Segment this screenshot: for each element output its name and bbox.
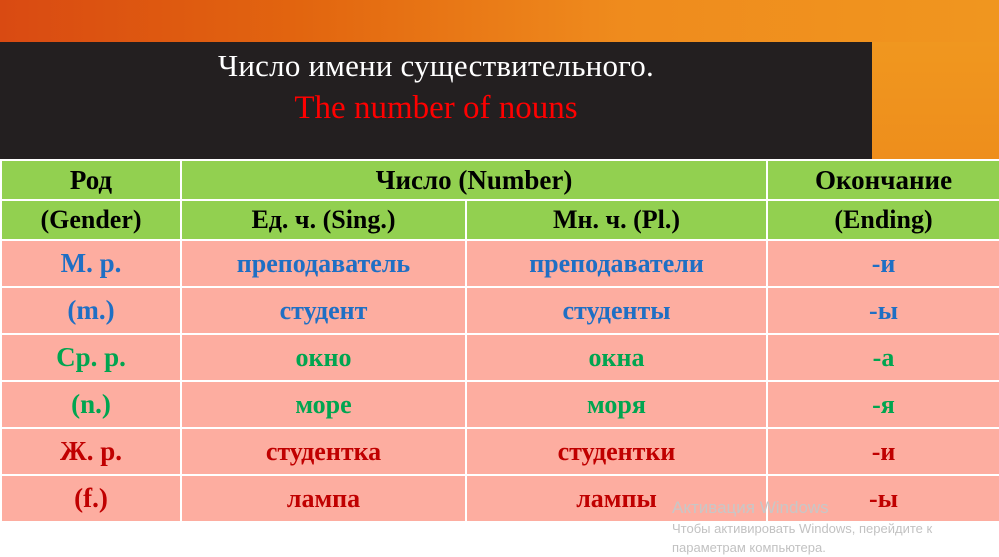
column-header-ending: Окончание <box>767 160 999 200</box>
cell-plural: студенты <box>466 287 767 334</box>
watermark-line-1: Чтобы активировать Windows, перейдите к <box>672 521 933 536</box>
cell-plural: лампы <box>466 475 767 522</box>
cell-plural: преподаватели <box>466 240 767 287</box>
table-row <box>1 334 999 381</box>
cell-singular: лампа <box>181 475 466 522</box>
watermark-line-2: параметрам компьютера. <box>672 540 826 555</box>
cell-singular: окно <box>181 334 466 381</box>
cell-gender: Ж. р. <box>1 428 181 475</box>
top-decorative-band <box>0 0 999 42</box>
page-title-ru: Число имени существительного. <box>218 48 654 83</box>
table-row <box>1 287 999 334</box>
cell-ending: -и <box>767 428 999 475</box>
column-subheader-singular: Ед. ч. (Sing.) <box>181 200 466 240</box>
column-header-gender: Род <box>1 160 181 200</box>
cell-ending: -ы <box>767 287 999 334</box>
cell-singular: студентка <box>181 428 466 475</box>
table-header-row-1 <box>1 160 999 200</box>
cell-ending: -а <box>767 334 999 381</box>
cell-ending: -ы <box>767 475 999 522</box>
column-header-number: Число (Number) <box>181 160 767 200</box>
cell-plural: моря <box>466 381 767 428</box>
table-row <box>1 428 999 475</box>
cell-gender: (f.) <box>1 475 181 522</box>
table-row <box>1 240 999 287</box>
cell-ending: -я <box>767 381 999 428</box>
cell-singular: море <box>181 381 466 428</box>
right-decorative-block <box>872 42 999 159</box>
cell-gender: М. р. <box>1 240 181 287</box>
column-subheader-plural: Мн. ч. (Pl.) <box>466 200 767 240</box>
cell-gender: Ср. р. <box>1 334 181 381</box>
cell-gender: (n.) <box>1 381 181 428</box>
title-banner <box>0 42 872 159</box>
cell-plural: окна <box>466 334 767 381</box>
page-title-en: The number of nouns <box>294 90 578 126</box>
cell-gender: (m.) <box>1 287 181 334</box>
cell-ending: -и <box>767 240 999 287</box>
cell-singular: преподаватель <box>181 240 466 287</box>
nouns-number-table <box>0 159 999 523</box>
table-row <box>1 381 999 428</box>
table-row <box>1 475 999 522</box>
cell-singular: студент <box>181 287 466 334</box>
watermark-title: Активация Windows <box>672 498 829 517</box>
column-subheader-ending: (Ending) <box>767 200 999 240</box>
column-subheader-gender: (Gender) <box>1 200 181 240</box>
table-header-row-2 <box>1 200 999 240</box>
cell-plural: студентки <box>466 428 767 475</box>
